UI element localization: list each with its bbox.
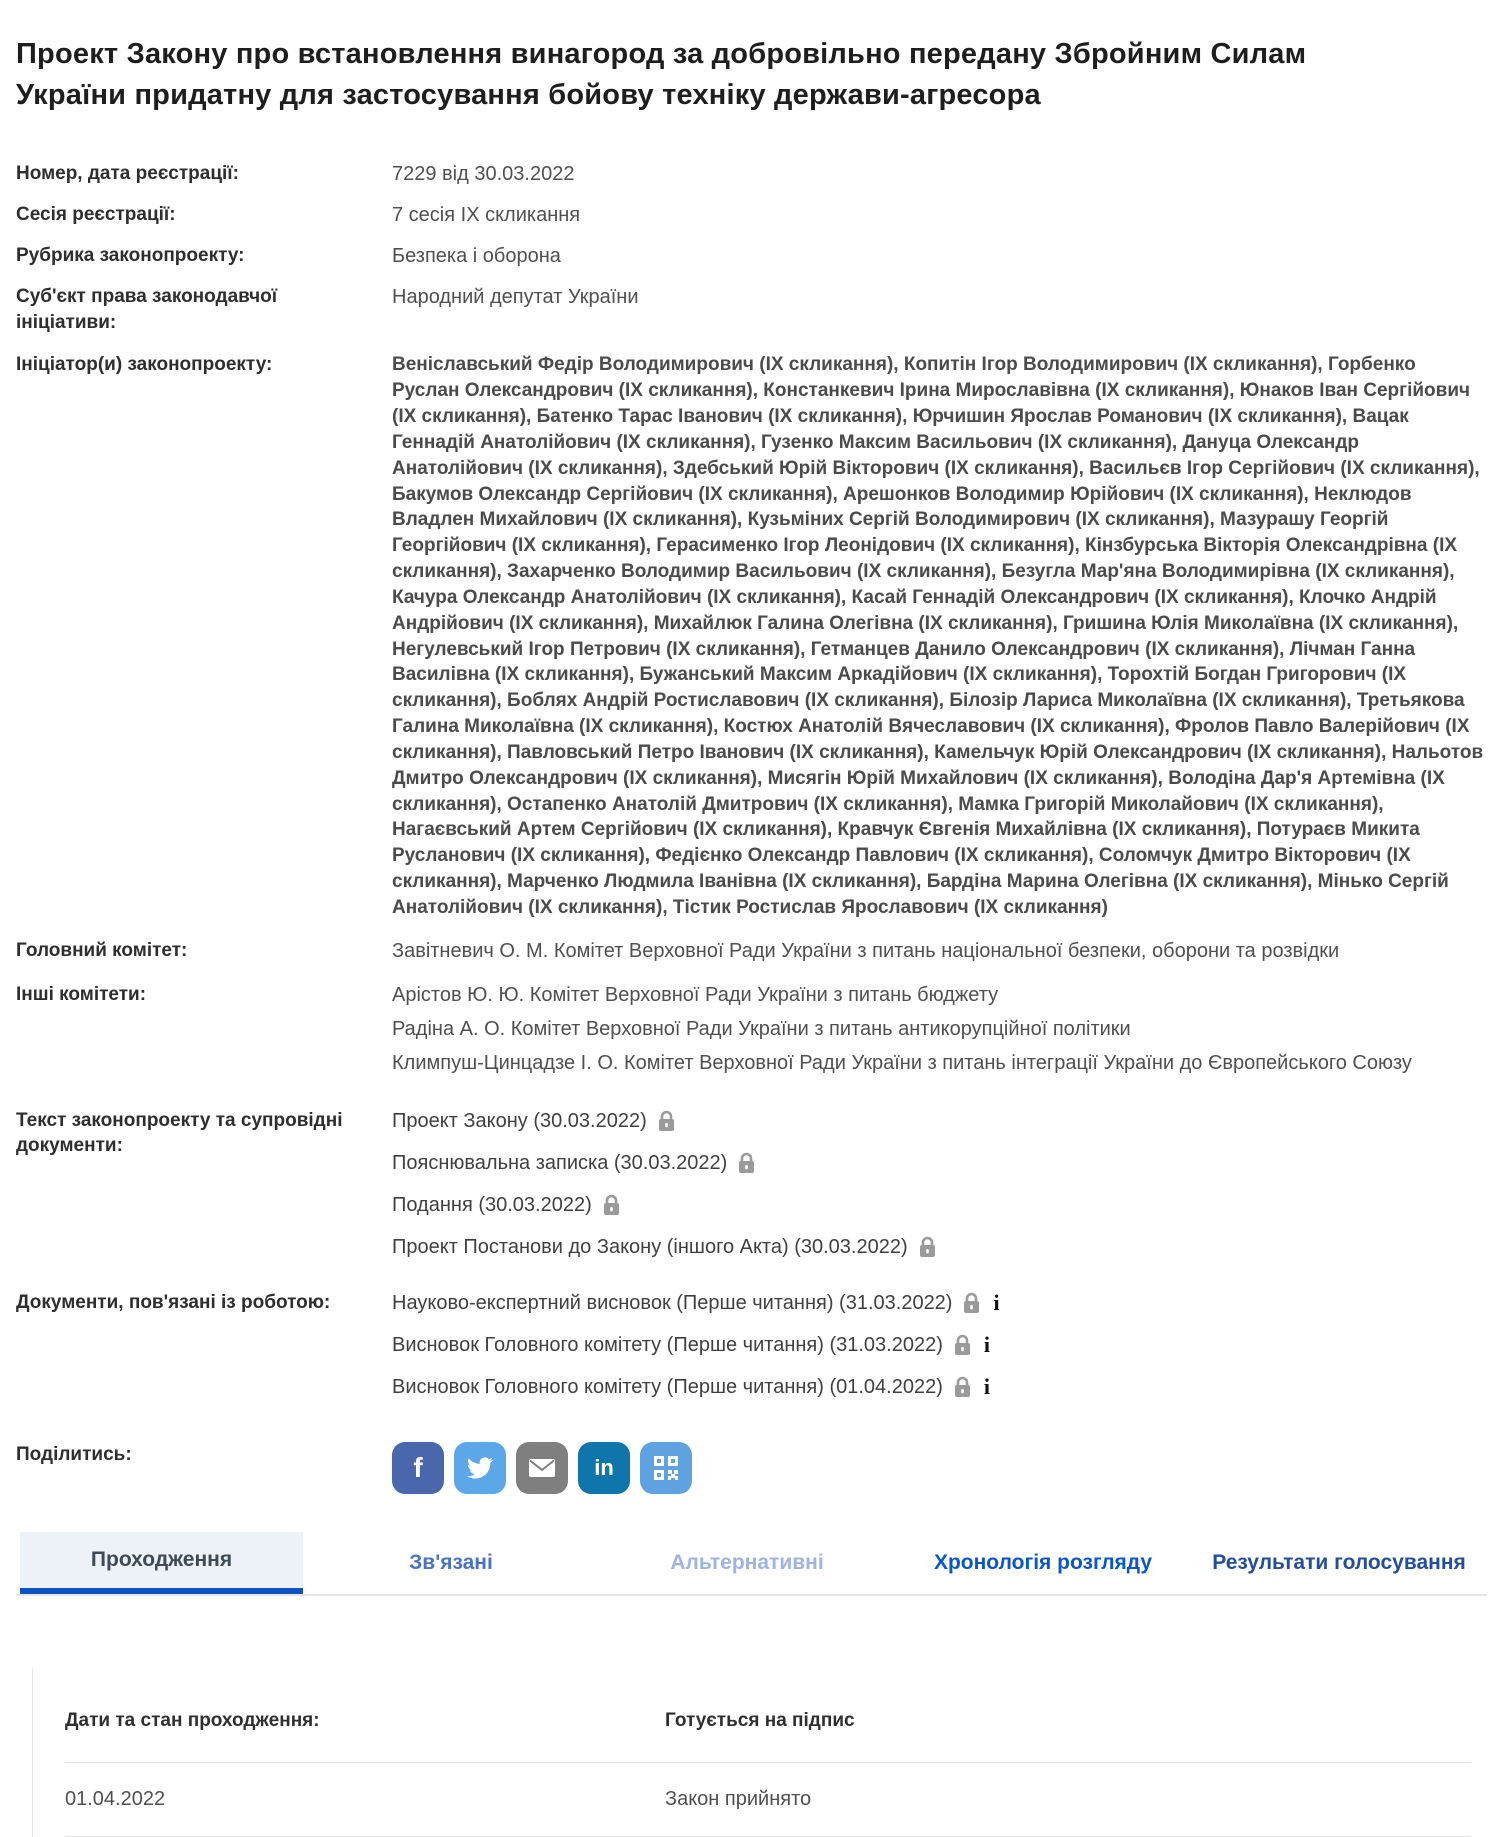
field-session [16,202,1487,229]
related-documents-list [392,1290,1487,1416]
twitter-icon [467,1455,493,1481]
document-link[interactable]: Проект Закону (30.03.2022) [392,1109,647,1132]
document-row [392,1374,1487,1401]
document-row [392,1192,1487,1219]
share-buttons [392,1442,1487,1494]
field-rubric [16,243,1487,270]
committee-line: Климпуш-Цинцадзе І. О. Комітет Верховної Ради України з питань інтеграції України до Європейського Союзу [392,1051,1412,1074]
share-twitter-button[interactable] [454,1442,506,1494]
progress-date: 01.04.2022 [65,1787,166,1810]
field-label: Суб'єкт права законодавчої ініціативи: [16,286,278,333]
field-label: Ініціатор(и) законопроекту: [16,354,273,376]
field-subject [16,284,1487,335]
field-value: Безпека і оборона [392,245,561,268]
field-main-committee [16,938,1487,965]
document-link[interactable]: Висновок Головного комітету (Перше читання) (31.03.2022) [392,1333,943,1356]
committee-line: Радіна А. О. Комітет Верховної Ради України з питань антикорупційної політики [392,1017,1131,1040]
field-label: Текст законопроекту та супровідні документи: [16,1109,343,1157]
document-row [392,1150,1487,1177]
info-icon[interactable]: i [983,1332,990,1358]
field-initiators [16,352,1487,920]
field-registration [16,161,1487,188]
facebook-icon: f [413,1451,423,1483]
document-link[interactable]: Пояснювальна записка (30.03.2022) [392,1151,728,1174]
field-label: Сесія реєстрації: [16,204,176,226]
progress-status: Закон прийнято [665,1787,812,1810]
page-title: Проект Закону про встановлення винагород за добровільно передану Збройним Силам України придатну для застосування бойову техніку держави-агресора [16,38,1307,111]
share-email-button[interactable] [516,1442,568,1494]
document-link[interactable]: Науково-експертний висновок (Перше читання) (31.03.2022) [392,1291,953,1314]
lock-icon [953,1376,972,1398]
info-icon[interactable]: i [993,1290,1000,1316]
document-row [392,1108,1487,1135]
document-link[interactable]: Подання (30.03.2022) [392,1193,592,1216]
share-linkedin-button[interactable] [578,1442,630,1494]
progress-col2-header: Готується на підпис [665,1709,855,1731]
tab-zviazani[interactable]: Зв'язані [409,1550,493,1574]
progress-panel [32,1668,1471,1837]
field-value: 7229 від 30.03.2022 [392,163,575,186]
document-row [392,1234,1487,1261]
lock-icon [657,1110,676,1132]
progress-col1-header: Дати та стан проходження: [65,1709,320,1731]
linkedin-icon: in [594,1454,614,1480]
tab-rezultaty[interactable]: Результати голосування [1212,1550,1466,1574]
documents-list [392,1108,1487,1276]
info-icon[interactable]: i [983,1374,990,1400]
document-row [392,1332,1487,1359]
field-label: Інші комітети: [16,983,147,1005]
field-label: Номер, дата реєстрації: [16,163,239,185]
field-related-documents [16,1290,1487,1416]
lock-icon [602,1194,621,1216]
document-link[interactable]: Висновок Головного комітету (Перше читання) (01.04.2022) [392,1375,943,1398]
field-value: 7 сесія IX скликання [392,204,581,227]
share-section [16,1442,1487,1494]
initiators-list: Веніславський Федір Володимирович (ІХ скликання), Копитін Ігор Володимирович (ІХ скликання), Горбенко Руслан Олександрович (ІХ скликання), Констанкевич Ірина Мирославівна (ІХ скликання), Юнаков Іван Сергійович (ІХ скликання), Батенко Тарас Іванович (ІХ скликання), Юрчишин Ярослав Романович (ІХ скликання), Вацак Геннадій Анатолійович (ІХ скликання), Гузенко Максим Васильович (ІХ скликання), Дануца Олександр Анатолійович (ІХ скликання), Здебський Юрій Вікторович (ІХ скликання), Васильєв Ігор Сергійович (ІХ скликання), Бакумов Олександр Сергійович (ІХ скликання), Арешонков Володимир Юрійович (ІХ скликання), Неклюдов Владлен Михайлович (ІХ скликання), Кузьміних Сергій Володимирович (ІХ скликання), Мазурашу Георгій Георгійович (ІХ скликання), Герасименко Ігор Леонідович (ІХ скликання), Кінзбурська Вікторія Олександрівна (ІХ скликання), Захарченко Володимир Васильович (ІХ скликання), Безугла Мар'яна Володимирівна (ІХ скликання), Качура Олександр Анатолійович (ІХ скликання), Касай Геннадій Олександрович (ІХ скликання), Клочко Андрій Андрійович (ІХ скликання), Михайлюк Галина Олегівна (ІХ скликання), Гришина Юлія Миколаївна (ІХ скликання), Негулевський Ігор Петрович (ІХ скликання), Гетманцев Данило Олександрович (ІХ скликання), Лічман Ганна Василівна (ІХ скликання), Бужанський Максим Аркадійович (ІХ скликання), Торохтій Богдан Григорович (ІХ скликання), Боблях Андрій Ростиславович (ІХ скликання), Білозір Лариса Миколаївна (ІХ скликання), Третьякова Галина Миколаївна (ІХ скликання), Костюх Анатолій Вячеславович (ІХ скликання), Фролов Павло Валерійович (ІХ скликання), Павловський Петро Іванович (ІХ скликання), Камельчук Юрій Олександрович (ІХ скликання), Нальотов Дмитро Олександрович (ІХ скликання), Мисягін Юрій Михайлович (ІХ скликання), Володіна Дар'я Артемівна (ІХ скликання), Остапенко Анатолій Дмитрович (ІХ скликання), Мамка Григорій Миколайович (ІХ скликання), Нагаєвський Артем Сергійович (ІХ скликання), Кравчук Євгенія Михайлівна (ІХ скликання), Потураєв Микита Русланович (ІХ скликання), Федієнко Олександр Павлович (ІХ скликання), Соломчук Дмитро Вікторович (ІХ скликання), Марченко Людмила Іванівна (ІХ скликання), Бардіна Марина Олегівна (ІХ скликання), Мінько Сергій Анатолійович (ІХ скликання), Тістик Ростислав Ярославович (ІХ скликання) [392,354,1484,918]
field-value: Народний депутат України [392,286,639,309]
lock-icon [962,1292,981,1314]
lock-icon [953,1334,972,1356]
tab-khronolohiia[interactable]: Хронологія розгляду [933,1550,1153,1574]
field-other-committees [16,982,1487,1084]
tab-bar [16,1532,1487,1596]
field-label: Рубрика законопроекту: [16,245,245,267]
main-committee-value: Завітневич О. М. Комітет Верховної Ради України з питань національної безпеки, оборони та розвідки [392,939,1340,962]
field-label: Головний комітет: [16,939,188,961]
tab-alternatyvni[interactable]: Альтернативні [670,1550,824,1574]
committee-line: Арістов Ю. Ю. Комітет Верховної Ради України з питань бюджету [392,983,999,1006]
other-committees-list [392,982,1487,1084]
tab-prohodzhennia[interactable]: Проходження [20,1532,303,1594]
share-facebook-button[interactable] [392,1442,444,1494]
document-link[interactable]: Проект Постанови до Закону (іншого Акта) (30.03.2022) [392,1235,908,1258]
share-qr-button[interactable] [640,1442,692,1494]
lock-icon [918,1236,937,1258]
qr-code-icon [652,1454,680,1482]
email-icon [527,1456,557,1480]
field-documents [16,1108,1487,1276]
field-label: Документи, пов'язані із роботою: [16,1291,331,1313]
document-row [392,1290,1487,1317]
progress-table-header [65,1710,1471,1732]
lock-icon [737,1152,756,1174]
table-row [65,1763,1471,1836]
share-label: Поділитись: [16,1443,132,1465]
